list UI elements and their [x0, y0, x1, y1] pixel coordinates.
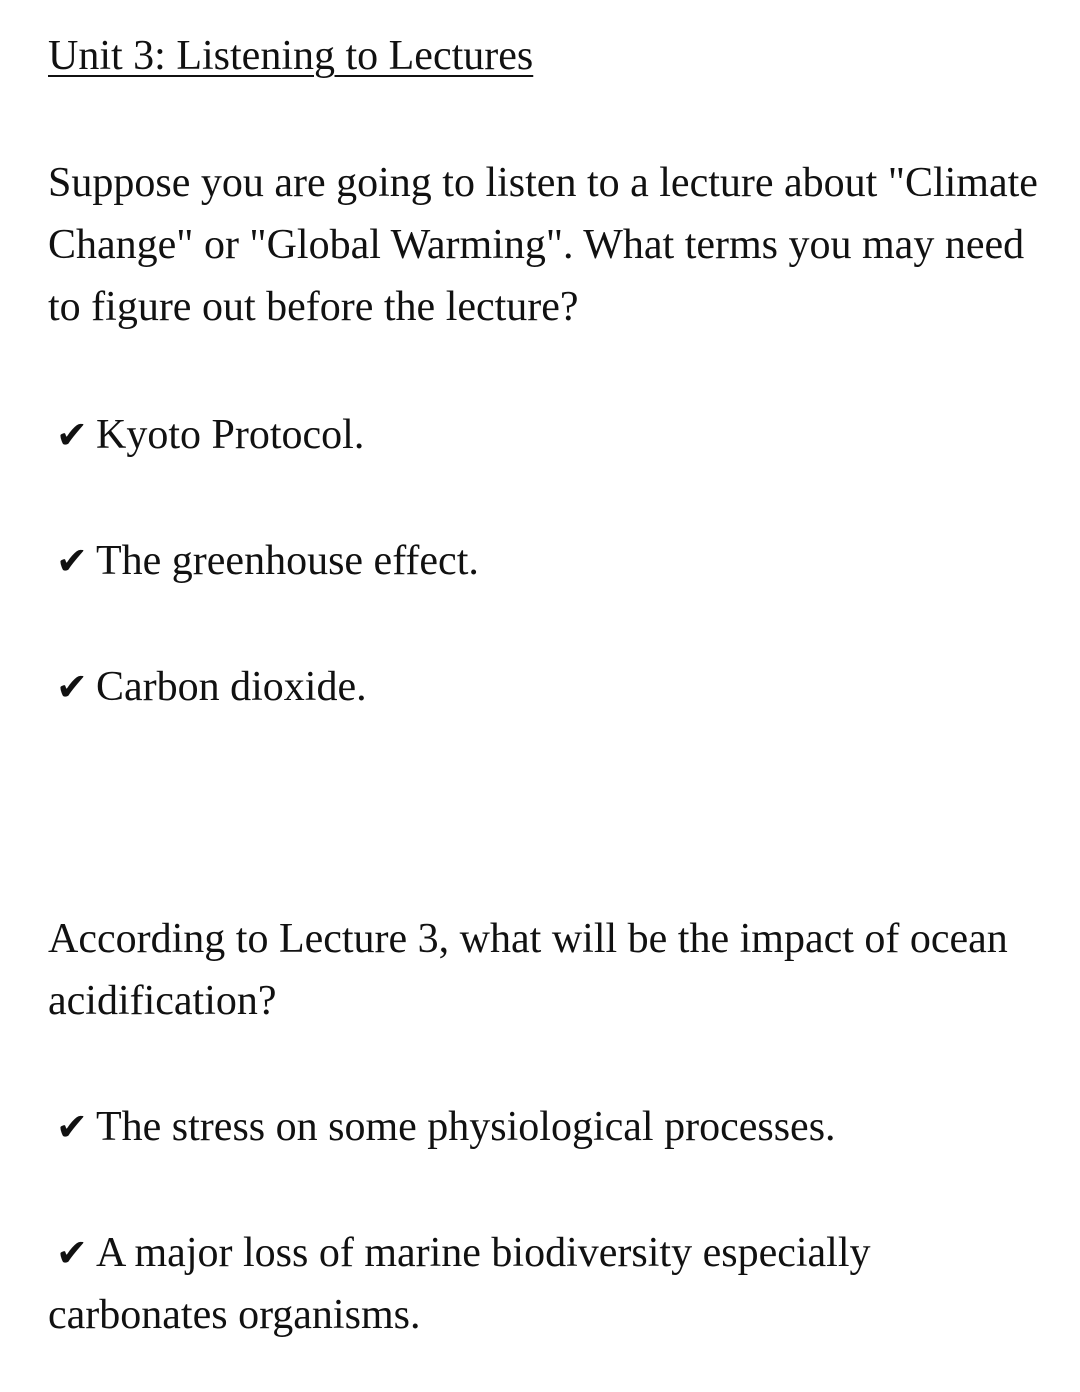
question-1: Suppose you are going to listen to a lecture about "Climate Change" or "Global Warming". What terms you may need to figure out before the lecture? — [48, 160, 1038, 330]
answer-item — [56, 656, 1046, 718]
answer-item — [56, 404, 1046, 466]
answer-text: A major loss of marine biodiversity especially — [96, 1230, 871, 1276]
answer-text: The stress on some physiological processes. — [96, 1104, 836, 1150]
check-icon: ✔ — [56, 413, 88, 457]
answer-text: Kyoto Protocol. — [96, 412, 365, 458]
check-icon: ✔ — [56, 539, 88, 583]
check-icon: ✔ — [56, 1231, 88, 1275]
answer-item — [48, 1222, 1046, 1346]
answer-item — [56, 1096, 1046, 1158]
answer-text: The greenhouse effect. — [96, 538, 479, 584]
answer-item — [56, 530, 1046, 592]
answer-text-continued: carbonates organisms. — [48, 1292, 421, 1338]
answer-text: Carbon dioxide. — [96, 664, 367, 710]
page-title: Unit 3: Listening to Lectures — [48, 33, 534, 79]
question-2: According to Lecture 3, what will be the impact of ocean acidification? — [48, 916, 1008, 1024]
check-icon: ✔ — [56, 665, 88, 709]
check-icon: ✔ — [56, 1105, 88, 1149]
